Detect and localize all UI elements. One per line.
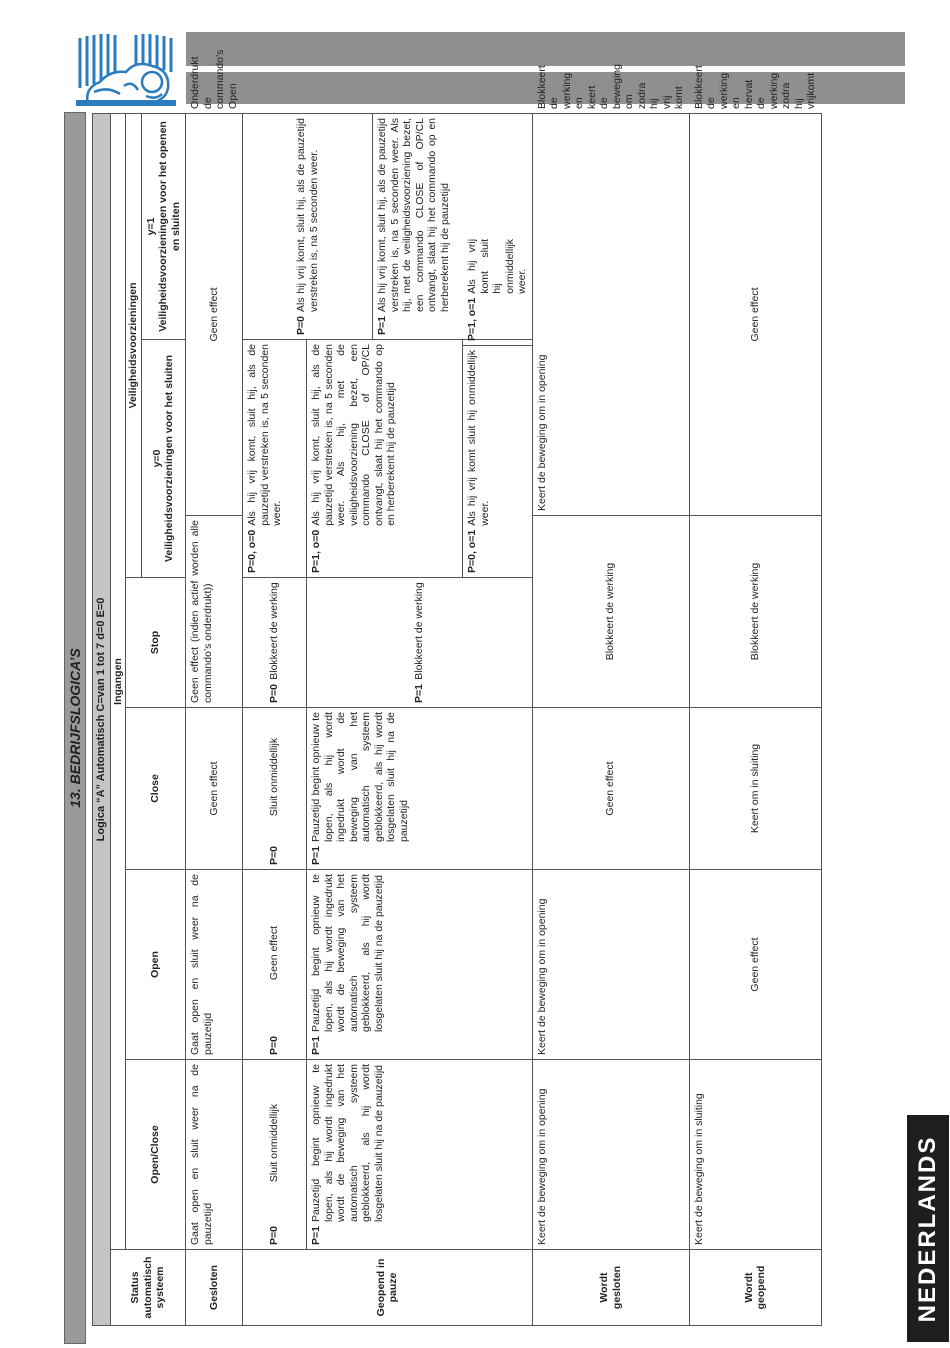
- p-label: P=0: [268, 1036, 281, 1055]
- table-row: [689, 113, 821, 1325]
- geopend-y0-p0o0: P=0, o=0 Als hij vrij komt, sluit hij, als de pauzetijd verstreken is, na 5 seconden weer.: [243, 340, 307, 578]
- p-label: P=0: [295, 316, 307, 335]
- gesloten-stop: Geen effect (indien actief worden alle commando’s onderdrukt)): [186, 516, 243, 708]
- p-label: P=0, o=0: [246, 529, 258, 573]
- col-y0-code: y=0: [150, 449, 163, 468]
- p-label: P=0, o=1: [466, 529, 478, 573]
- col-stop: Stop: [126, 578, 186, 708]
- row-label-wordt-geopend: Wordt geopend: [689, 1250, 821, 1326]
- col-close: Close: [126, 708, 186, 870]
- p-label: P=0: [268, 684, 281, 703]
- table-row: [186, 113, 243, 1325]
- wo-close: Keert om in sluiting: [689, 708, 821, 870]
- col-open-close: Open/Close: [126, 1060, 186, 1250]
- veiligheid-header: Veiligheidsvoorzieningen: [126, 113, 142, 577]
- row-label-geopend: Geopend in pauze: [243, 1250, 533, 1326]
- p-label: P=1: [310, 1226, 322, 1245]
- wo-open: Geen effect: [689, 870, 821, 1060]
- header-bar-top: [186, 32, 905, 66]
- geopend-oc-p0: P=0 Sluit onmiddellijk: [243, 1060, 307, 1250]
- logica-title: Logica “A” Automatisch C=van 1 tot 7 d=0 E=0: [93, 113, 111, 1325]
- col-y1-desc: Veiligheidsvoorzieningen voor het openen en sluiten: [157, 121, 182, 332]
- wo-open-close: Keert de beweging om in sluiting: [689, 1060, 821, 1250]
- wo-y0: Geen effect: [689, 113, 821, 515]
- col-y1-code: y=1: [144, 217, 157, 236]
- p-label: P=1: [376, 316, 388, 335]
- geopend-y1-p1: P=1 Als hij vrij komt, sluit hij, als de pauzetijd verstreken is, na 5 seconden weer. Als hij, met de veiligheidsvoorziening bezet, een commando CLOSE of OP/CL ontvangt, slaat hij het commando op en herberekent hij de pauzetijd: [373, 113, 533, 339]
- geopend-stop-p1: P=1 Blokkeert de werking: [307, 578, 533, 708]
- geopend-close-p0: P=0 Sluit onmiddellijk: [243, 708, 307, 870]
- geopend-open-p0: P=0 Geen effect: [243, 870, 307, 1060]
- col-y0: [141, 340, 186, 578]
- geopend-y0-p0o1: P=0, o=1 Als hij vrij komt sluit hij onmiddellijk weer.: [463, 346, 533, 578]
- gesloten-close: Geen effect: [186, 708, 243, 870]
- p-label: P=0: [268, 1226, 281, 1245]
- col-y0-desc: Veiligheidsvoorzieningen voor het sluiten: [163, 354, 176, 563]
- rotated-page-content: [64, 112, 767, 1344]
- wg-y0: Keert de beweging om in opening: [532, 113, 689, 515]
- p-label: P=1: [310, 846, 322, 865]
- geopend-open-p1: P=1 Pauzetijd begint opnieuw te lopen, als hij wordt ingedrukt wordt de beweging van het automatisch systeem geblokkeerd, als hij wordt losgelaten sluit hij na de pauzetijd: [307, 870, 533, 1060]
- col-open: Open: [126, 870, 186, 1060]
- p-label: P=1: [310, 1036, 322, 1055]
- section-title: 13. BEDRIJFSLOGICA’S: [64, 112, 86, 1344]
- p-label: P=0: [268, 846, 281, 865]
- geopend-close-p1: P=1 Pauzetijd begint opnieuw te lopen, als hij wordt ingedrukt wordt de beweging van het automatisch systeem geblokkeerd, als hij wordt losgelaten sluit hij na de pauzetijd: [307, 708, 533, 870]
- logic-table: [92, 113, 822, 1326]
- wo-stop: Blokkeert de werking: [689, 516, 821, 708]
- language-tab-label: NEDERLANDS: [914, 1135, 941, 1322]
- language-tab: [907, 1115, 949, 1342]
- geopend-y0-p1o0: P=1, o=0 Als hij vrij komt, sluit hij, als de pauzetijd verstreken is, na 5 seconden weer. Als hij, met de veiligheidsvoorziening bezet, een commando CLOSE of OP/CL ontvangt, slaat hij het commando op en herberekent hij de pauzetijd: [307, 340, 463, 578]
- wg-close: Geen effect: [532, 708, 689, 870]
- geopend-oc-p1: P=1 Pauzetijd begint opnieuw te lopen, als hij wordt ingedrukt wordt de beweging van het automatisch systeem geblokkeerd, als hij wordt losgelaten sluit hij na de pauzetijd: [307, 1060, 533, 1250]
- p-label: P=1: [413, 684, 425, 703]
- gesloten-y0: Geen effect: [186, 113, 243, 515]
- table-row: [243, 113, 307, 1325]
- lion-gate-logo-icon: [74, 30, 178, 108]
- p-label: P=1, o=1: [466, 297, 478, 341]
- geopend-y1-p0: P=0 Als hij vrij komt, sluit hij, als de pauzetijd verstreken is, na 5 seconden weer.: [243, 113, 373, 339]
- p-label: P=1, o=0: [310, 529, 322, 573]
- geopend-stop-p0: P=0 Blokkeert de werking: [243, 578, 307, 708]
- ingangen-header: Ingangen: [110, 113, 126, 1249]
- status-header: Status automatisch systeem: [110, 1250, 186, 1326]
- wg-stop: Blokkeert de werking: [532, 516, 689, 708]
- col-y1: [141, 113, 186, 339]
- geopend-y0-p1o1: P=1, o=1 Als hij vrij komt sluit hij onmiddellijk weer.: [463, 340, 533, 346]
- row-label-gesloten: Gesloten: [186, 1250, 243, 1326]
- row-label-wordt-gesloten: Wordt gesloten: [532, 1250, 689, 1326]
- gesloten-open-close: Gaat open en sluit weer na de pauzetijd: [186, 1060, 243, 1250]
- wg-open-close: Keert de beweging om in opening: [532, 1060, 689, 1250]
- table-row: [532, 113, 689, 1325]
- gesloten-open: Gaat open en sluit weer na de pauzetijd: [186, 870, 243, 1060]
- wg-open: Keert de beweging om in opening: [532, 870, 689, 1060]
